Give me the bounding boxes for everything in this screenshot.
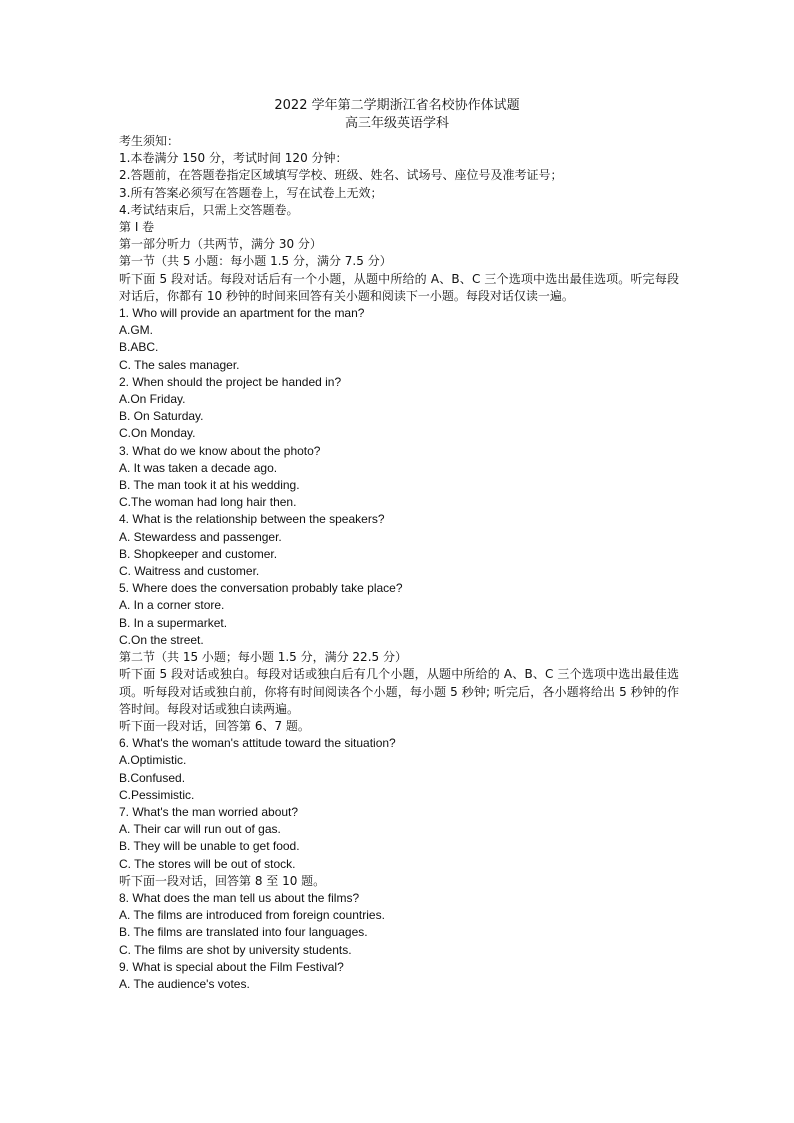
option-c: C.On Monday. [119, 426, 196, 441]
option-a: A.Optimistic. [119, 753, 187, 768]
option-c: C. The films are shot by university students. [119, 942, 352, 957]
option-b: B. On Saturday. [119, 409, 204, 424]
notice-item: 1.本卷满分 150 分，考试时间 120 分钟： [119, 151, 348, 166]
option-c: C.Pessimistic. [119, 787, 195, 802]
notice-item: 4.考试结束后，只需上交答题卷。 [119, 202, 299, 217]
option-b: B.ABC. [119, 340, 159, 355]
option-c: C. Waitress and customer. [119, 564, 260, 579]
question: 8. What does the man tell us about the films? [119, 890, 360, 905]
notice-item: 2.答题前，在答题卷指定区域填写学校、班级、姓名、试场号、座位号及准考证号； [119, 168, 563, 183]
option-a: A.GM. [119, 323, 154, 338]
option-a: A. The films are introduced from foreign countries. [119, 908, 385, 923]
part1-heading: 第一部分听力（共两节，满分 30 分） [119, 237, 322, 252]
option-a: A. In a corner store. [119, 598, 225, 613]
section2-heading: 第二节（共 15 小题；每小题 1.5 分，满分 22.5 分） [119, 650, 407, 665]
question: 5. Where does the conversation probably take place? [119, 581, 403, 596]
notice-heading: 考生须知： [119, 134, 180, 148]
dialog-instruction: 听下面一段对话，回答第 8 至 10 题。 [119, 873, 326, 888]
option-b: B. The man took it at his wedding. [119, 478, 300, 493]
question: 3. What do we know about the photo? [119, 443, 321, 458]
question: 1. Who will provide an apartment for the man? [119, 306, 365, 321]
volume-label: 第 I 卷 [119, 220, 155, 235]
exam-subtitle: 高三年级英语学科 [344, 116, 449, 131]
option-b: B. They will be unable to get food. [119, 839, 300, 854]
section1-instructions: 听下面 5 段对话。每段对话后有一个小题，从题中所给的 A、B、C 三个选项中选出最佳选项。听完每段对话后，你都有 10 秒钟的时间来回答有关小题和阅读下一小题。每段对话仅读一遍。 [119, 271, 679, 303]
option-b: B. Shopkeeper and customer. [119, 546, 278, 561]
section2-instructions: 听下面 5 段对话或独白。每段对话或独白后有几个小题，从题中所给的 A、B、C 三个选项中选出最佳选项。听每段对话或独白前，你将有时间阅读各个小题，每小题 5 秒钟; 听完后，各小题将给出 5 秒钟的作答时间。每段对话或独白读两遍。 [119, 667, 679, 716]
option-a: A.On Friday. [119, 392, 186, 407]
option-a: A. The audience's votes. [119, 976, 250, 991]
option-c: C.The woman had long hair then. [119, 495, 297, 510]
exam-body [119, 133, 679, 993]
question: 4. What is the relationship between the speakers? [119, 512, 385, 527]
option-c: C. The stores will be out of stock. [119, 856, 296, 871]
option-b: B. In a supermarket. [119, 615, 228, 630]
dialog-instruction: 听下面一段对话，回答第 6、7 题。 [119, 718, 310, 733]
question: 9. What is special about the Film Festival? [119, 959, 344, 974]
question: 6. What's the woman's attitude toward the situation? [119, 736, 396, 751]
question: 7. What's the man worried about? [119, 804, 299, 819]
option-c: C.On the street. [119, 632, 204, 647]
exam-title: 2022 学年第二学期浙江省名校协作体试题 [274, 98, 520, 113]
option-b: B.Confused. [119, 770, 186, 785]
option-a: A. Their car will run out of gas. [119, 822, 281, 837]
option-b: B. The films are translated into four languages. [119, 925, 368, 940]
option-c: C. The sales manager. [119, 357, 240, 372]
option-a: A. It was taken a decade ago. [119, 460, 278, 475]
section1-heading: 第一节（共 5 小题：每小题 1.5 分，满分 7.5 分） [119, 254, 392, 269]
option-a: A. Stewardess and passenger. [119, 529, 282, 544]
question: 2. When should the project be handed in? [119, 374, 342, 389]
notice-item: 3.所有答案必须写在答题卷上，写在试卷上无效； [119, 185, 383, 200]
